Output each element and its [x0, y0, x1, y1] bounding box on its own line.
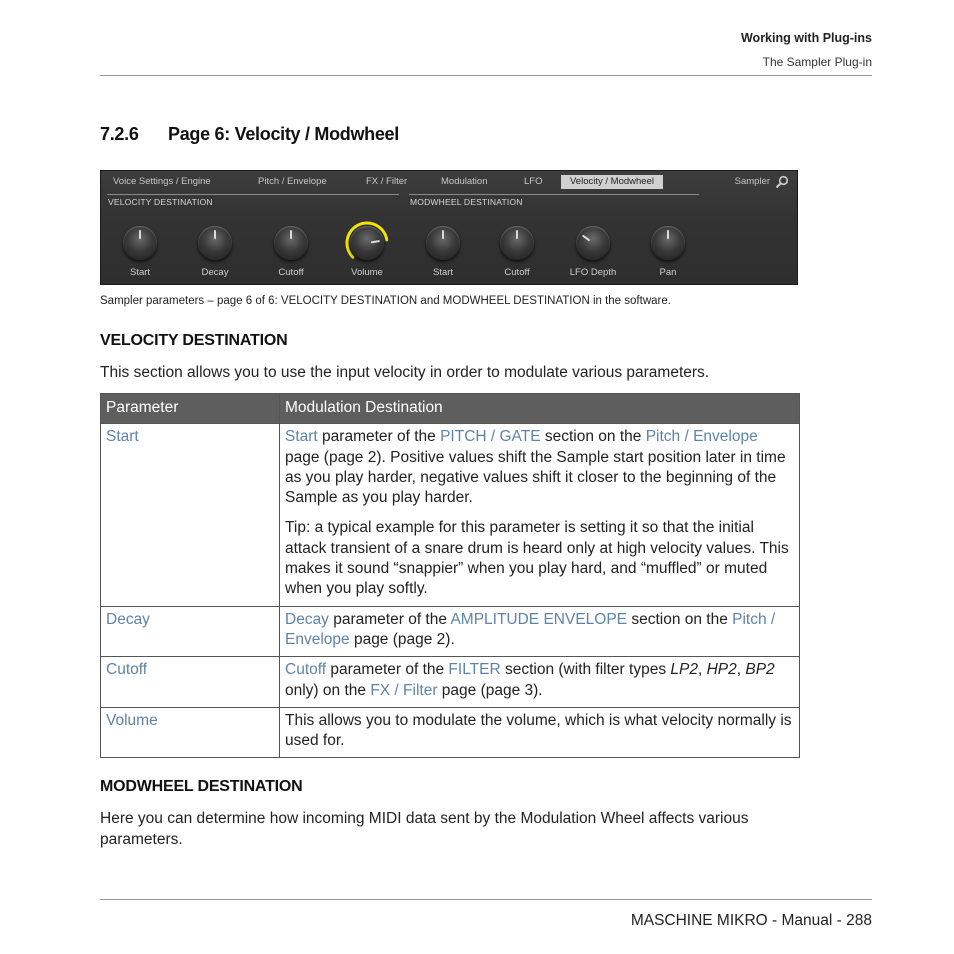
- velocity-group-divider: [107, 194, 399, 195]
- modwheel-group-divider: [409, 194, 699, 195]
- knob-indicator: [442, 230, 444, 239]
- knob-label: LFO Depth: [569, 267, 617, 278]
- knob-cutoff[interactable]: [269, 221, 313, 265]
- tab-voice-settings-engine[interactable]: Voice Settings / Engine: [113, 176, 211, 187]
- knob-cutoff[interactable]: [495, 221, 539, 265]
- text-run: only) on the: [285, 681, 371, 699]
- pitch-envelope-link[interactable]: Pitch / Envelope: [285, 610, 776, 648]
- text-run: page (page 2). Positive values shift the Sample start position later in time as you play harder, negative values shift it closer to the beginning of the Sample as you play harder.: [285, 448, 786, 507]
- modwheel-destination-heading: MODWHEEL DESTINATION: [100, 778, 303, 795]
- knob-decay[interactable]: [193, 221, 237, 265]
- table-row: [101, 707, 800, 758]
- knob-start[interactable]: [118, 221, 162, 265]
- page-footer: MASCHINE MIKRO - Manual - 288: [630, 912, 872, 929]
- header-divider: [100, 75, 872, 76]
- knob-label: Start: [432, 267, 454, 278]
- tab-fx-filter[interactable]: FX / Filter: [366, 176, 408, 187]
- text-run: parameter of the: [317, 428, 441, 446]
- plugin-name-label[interactable]: Sampler: [734, 176, 770, 187]
- fx-filter-link[interactable]: FX / Filter: [370, 681, 438, 699]
- tab-modulation[interactable]: Modulation: [441, 176, 488, 187]
- velocity-destination-group-label: VELOCITY DESTINATION: [108, 197, 213, 207]
- pitch-envelope-link[interactable]: Pitch / Envelope: [645, 428, 758, 446]
- knob-label: Cutoff: [504, 267, 530, 278]
- knob-cap[interactable]: [651, 226, 685, 260]
- knob-label: Cutoff: [278, 267, 304, 278]
- param-volume-link[interactable]: Volume: [106, 711, 158, 729]
- text-run: ,: [697, 661, 707, 679]
- tab-lfo[interactable]: LFO: [524, 176, 543, 187]
- param-cutoff-link[interactable]: Cutoff: [106, 661, 148, 679]
- amplitude-envelope-link[interactable]: AMPLITUDE ENVELOPE: [450, 610, 628, 628]
- text-run: section on the: [627, 610, 733, 628]
- knob-cap[interactable]: [274, 226, 308, 260]
- start-tip: Tip: a typical example for this parameter is setting it so that the initial attack transient of a snare drum is heard only at high velocity values. This makes it sound “snappier” when you play hard, and “muffled” or muted when you play softly.: [285, 519, 789, 598]
- column-header-modulation-destination: Modulation Destination: [280, 394, 800, 424]
- footer-divider: [100, 899, 872, 900]
- parameter-table: [100, 393, 800, 758]
- param-start-link[interactable]: Start: [106, 428, 139, 446]
- decay-param-link[interactable]: Decay: [285, 610, 329, 628]
- volume-description: This allows you to modulate the volume, which is what velocity normally is used for.: [280, 707, 800, 758]
- text-run: section on the: [540, 428, 646, 446]
- text-run: page (page 2).: [349, 630, 455, 648]
- filter-type-hp2: HP2: [706, 661, 737, 679]
- running-header-chapter: Working with Plug-ins: [740, 31, 872, 45]
- figure-caption: Sampler parameters – page 6 of 6: VELOCITY DESTINATION and MODWHEEL DESTINATION in the software.: [100, 295, 671, 307]
- knob-lfo-depth[interactable]: [571, 221, 615, 265]
- knob-indicator: [371, 240, 380, 243]
- knob-indicator: [667, 230, 669, 239]
- search-icon[interactable]: [775, 175, 789, 189]
- velocity-destination-heading: VELOCITY DESTINATION: [100, 332, 288, 349]
- knob-cap[interactable]: [426, 226, 460, 260]
- tab-velocity-modwheel[interactable]: Velocity / Modwheel: [561, 175, 663, 189]
- knob-start[interactable]: [421, 221, 465, 265]
- cutoff-param-link[interactable]: Cutoff: [285, 661, 327, 679]
- knob-cap[interactable]: [123, 226, 157, 260]
- tab-pitch-envelope[interactable]: Pitch / Envelope: [258, 176, 327, 187]
- text-run: parameter of the: [328, 610, 451, 628]
- sampler-plugin-panel: [100, 170, 798, 285]
- text-run: parameter of the: [326, 661, 449, 679]
- knob-cap[interactable]: [500, 226, 534, 260]
- filter-link[interactable]: FILTER: [448, 661, 501, 679]
- modwheel-destination-intro: Here you can determine how incoming MIDI data sent by the Modulation Wheel affects various parameters.: [100, 810, 749, 848]
- knob-indicator: [214, 230, 216, 239]
- knob-label: Decay: [201, 267, 229, 278]
- filter-type-lp2: LP2: [670, 661, 698, 679]
- text-run: section (with filter types: [500, 661, 671, 679]
- knob-label: Start: [129, 267, 151, 278]
- running-header-section: The Sampler Plug-in: [762, 55, 872, 69]
- knob-indicator: [516, 230, 518, 239]
- modwheel-destination-group-label: MODWHEEL DESTINATION: [410, 197, 523, 207]
- section-number: 7.2.6: [100, 124, 139, 144]
- table-header-row: [101, 394, 800, 424]
- knob-label: Pan: [659, 267, 677, 278]
- knob-indicator: [290, 230, 292, 239]
- text-run: ,: [736, 661, 746, 679]
- knob-pan[interactable]: [646, 221, 690, 265]
- plugin-tab-bar: [101, 171, 797, 193]
- knob-indicator: [582, 235, 590, 242]
- knob-volume[interactable]: [345, 221, 389, 265]
- text-run: page (page 3).: [437, 681, 543, 699]
- start-param-link[interactable]: Start: [285, 428, 318, 446]
- start-description: [285, 427, 794, 508]
- section-title: Page 6: Velocity / Modwheel: [168, 124, 399, 144]
- knob-indicator: [139, 230, 141, 239]
- filter-type-bp2: BP2: [745, 661, 775, 679]
- knob-cap[interactable]: [350, 226, 384, 260]
- pitch-gate-link[interactable]: PITCH / GATE: [440, 428, 541, 446]
- knob-label: Volume: [351, 267, 383, 278]
- knob-cap[interactable]: [198, 226, 232, 260]
- velocity-destination-intro: This section allows you to use the input velocity in order to modulate various parameters.: [100, 364, 710, 381]
- param-decay-link[interactable]: Decay: [106, 610, 150, 628]
- table-row: [101, 424, 800, 606]
- table-row: [101, 606, 800, 657]
- knob-cap[interactable]: [576, 226, 610, 260]
- table-row: [101, 657, 800, 708]
- column-header-parameter: Parameter: [101, 394, 280, 424]
